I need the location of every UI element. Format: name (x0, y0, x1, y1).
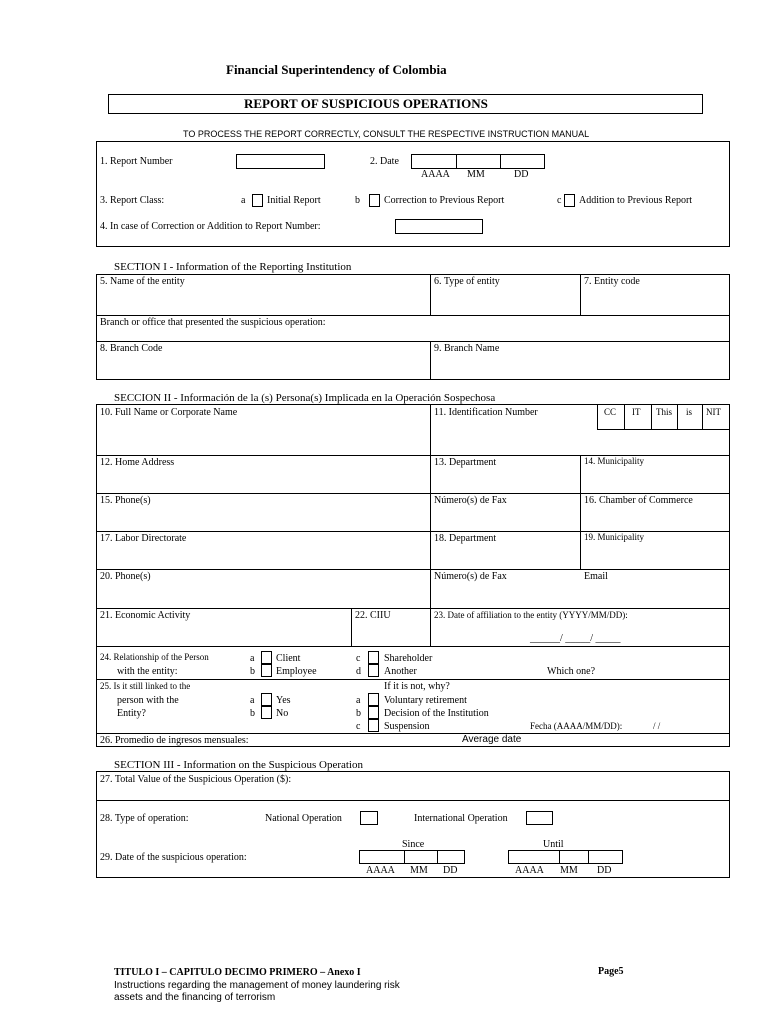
id-number-label: 11. Identification Number (434, 407, 538, 418)
no-checkbox[interactable] (261, 706, 272, 719)
entity-name-label: 5. Name of the entity (100, 276, 185, 287)
email-label: Email (584, 571, 608, 582)
fax2-label: Número(s) de Fax (434, 571, 507, 582)
footer-chapter: TITULO I – CAPITULO DECIMO PRIMERO – Anexo I (114, 967, 361, 978)
voluntary-retirement-checkbox[interactable] (368, 693, 379, 706)
linked-label-3: Entity? (117, 708, 146, 719)
international-checkbox[interactable] (526, 811, 553, 825)
correction-checkbox[interactable] (369, 194, 380, 207)
since-year-field[interactable] (359, 850, 405, 864)
date-month-caption: MM (467, 169, 485, 180)
national-label: National Operation (265, 813, 342, 824)
rel-d-letter: d (356, 666, 361, 677)
since-month-field[interactable] (404, 850, 438, 864)
id-type-nit: NIT (706, 407, 721, 417)
suspension-checkbox[interactable] (368, 719, 379, 732)
affiliation-date-blanks[interactable]: ______/ _____/ _____ (530, 633, 621, 644)
id-type-it: IT (632, 407, 641, 417)
instruction-text: TO PROCESS THE REPORT CORRECTLY, CONSULT THE RESPECTIVE INSTRUCTION MANUAL (183, 129, 590, 139)
linked-b-letter: b (250, 708, 255, 719)
until-year-caption: AAAA (515, 865, 544, 876)
branch-name-label: 9. Branch Name (434, 343, 500, 354)
phone2-label: 20. Phone(s) (100, 571, 151, 582)
client-checkbox[interactable] (261, 651, 272, 664)
report-number-label: 1. Report Number (100, 156, 173, 167)
footer-line-2: assets and the financing of terrorism (114, 992, 276, 1003)
since-day-field[interactable] (437, 850, 465, 864)
another-label: Another (384, 666, 417, 677)
if-not-label: If it is not, why? (384, 681, 450, 692)
entity-code-label: 7. Entity code (584, 276, 640, 287)
institution-decision-label: Decision of the Institution (384, 708, 489, 719)
relationship-label-2: with the entity: (117, 666, 178, 677)
until-year-field[interactable] (508, 850, 560, 864)
since-month-caption: MM (410, 865, 428, 876)
addition-label: Addition to Previous Report (579, 195, 693, 206)
shareholder-checkbox[interactable] (368, 651, 379, 664)
until-day-field[interactable] (588, 850, 623, 864)
department-label: 13. Department (434, 457, 497, 468)
id-type-is: is (686, 407, 693, 417)
date-year-field[interactable] (411, 154, 457, 169)
section2-title: SECCION II - Información de la (s) Persona(s) Implicada en la Operación Sospechosa (114, 392, 496, 404)
linked-a-letter: a (250, 695, 255, 706)
rel-c-letter: c (356, 653, 361, 664)
full-name-label: 10. Full Name or Corporate Name (100, 407, 238, 418)
economic-activity-label: 21. Economic Activity (100, 610, 191, 621)
correction-number-label: 4. In case of Correction or Addition to Report Number: (100, 221, 321, 232)
employee-checkbox[interactable] (261, 664, 272, 677)
another-checkbox[interactable] (368, 664, 379, 677)
no-label: No (276, 708, 289, 719)
until-month-field[interactable] (559, 850, 589, 864)
entity-type-label: 6. Type of entity (434, 276, 500, 287)
section1-title: SECTION I - Information of the Reporting Institution (114, 261, 352, 273)
addition-checkbox[interactable] (564, 194, 575, 207)
linked-label-1: 25. Is it still linked to the (100, 681, 191, 691)
branch-code-label: 8. Branch Code (100, 343, 163, 354)
labor-label: 17. Labor Directorate (100, 533, 187, 544)
suspension-label: Suspension (384, 721, 430, 732)
op-type-label: 28. Type of operation: (100, 813, 189, 824)
institution-decision-checkbox[interactable] (368, 706, 379, 719)
national-checkbox[interactable] (360, 811, 378, 825)
why-a-letter: a (356, 695, 361, 706)
ciiu-label: 22. CIIU (355, 610, 391, 621)
relationship-label-1: 24. Relationship of the Person (100, 652, 209, 662)
date-month-field[interactable] (456, 154, 501, 169)
department2-label: 18. Department (434, 533, 497, 544)
agency-name: Financial Superintendency of Colombia (226, 62, 447, 77)
date-day-caption: DD (514, 169, 529, 180)
class-b-letter: b (355, 195, 360, 206)
which-one-label: Which one? (547, 666, 596, 677)
average-date-label: Average date (462, 734, 522, 745)
yes-checkbox[interactable] (261, 693, 272, 706)
footer-line-1: Instructions regarding the management of money laundering risk (114, 980, 400, 991)
affiliation-date-label: 23. Date of affiliation to the entity (YYYY/MM/DD): (434, 610, 628, 620)
initial-report-label: Initial Report (267, 195, 321, 206)
date-day-field[interactable] (500, 154, 545, 169)
employee-label: Employee (276, 666, 317, 677)
date-label: 2. Date (370, 156, 399, 167)
form-title: REPORT OF SUSPICIOUS OPERATIONS (244, 96, 488, 111)
date-year-caption: AAAA (421, 169, 450, 180)
shareholder-label: Shareholder (384, 653, 433, 664)
home-address-label: 12. Home Address (100, 457, 175, 468)
fax-label: Número(s) de Fax (434, 495, 507, 506)
client-label: Client (276, 653, 301, 664)
total-value-label: 27. Total Value of the Suspicious Operation ($): (100, 774, 292, 785)
page-number: Page5 (598, 966, 624, 977)
linked-label-2: person with the (117, 695, 179, 706)
since-year-caption: AAAA (366, 865, 395, 876)
rel-b-letter: b (250, 666, 255, 677)
section3-title: SECTION III - Information on the Suspicious Operation (114, 759, 363, 771)
op-date-label: 29. Date of the suspicious operation: (100, 852, 247, 863)
yes-label: Yes (276, 695, 291, 706)
until-month-caption: MM (560, 865, 578, 876)
fecha-blanks[interactable]: / / (653, 721, 661, 731)
until-day-caption: DD (597, 865, 612, 876)
correction-number-field[interactable] (395, 219, 483, 234)
phone-label: 15. Phone(s) (100, 495, 151, 506)
why-c-letter: c (356, 721, 361, 732)
rel-a-letter: a (250, 653, 255, 664)
id-type-this: This (656, 407, 673, 417)
branch-office-label: Branch or office that presented the suspicious operation: (100, 317, 326, 328)
chamber-label: 16. Chamber of Commerce (584, 495, 693, 506)
until-label: Until (543, 839, 564, 850)
voluntary-retirement-label: Voluntary retirement (384, 695, 467, 706)
class-c-letter: c (557, 195, 562, 206)
international-label: International Operation (414, 813, 508, 824)
municipality2-label: 19. Municipality (584, 532, 644, 542)
report-number-field[interactable] (236, 154, 325, 169)
initial-report-checkbox[interactable] (252, 194, 263, 207)
municipality-label: 14. Municipality (584, 456, 644, 466)
id-type-cc: CC (604, 407, 617, 417)
income-label: 26. Promedio de ingresos mensuales: (100, 735, 249, 746)
since-label: Since (402, 839, 425, 850)
class-a-letter: a (241, 195, 246, 206)
correction-label: Correction to Previous Report (384, 195, 505, 206)
report-class-label: 3. Report Class: (100, 195, 165, 206)
since-day-caption: DD (443, 865, 458, 876)
why-b-letter: b (356, 708, 361, 719)
fecha-label: Fecha (AAAA/MM/DD): (530, 721, 623, 731)
